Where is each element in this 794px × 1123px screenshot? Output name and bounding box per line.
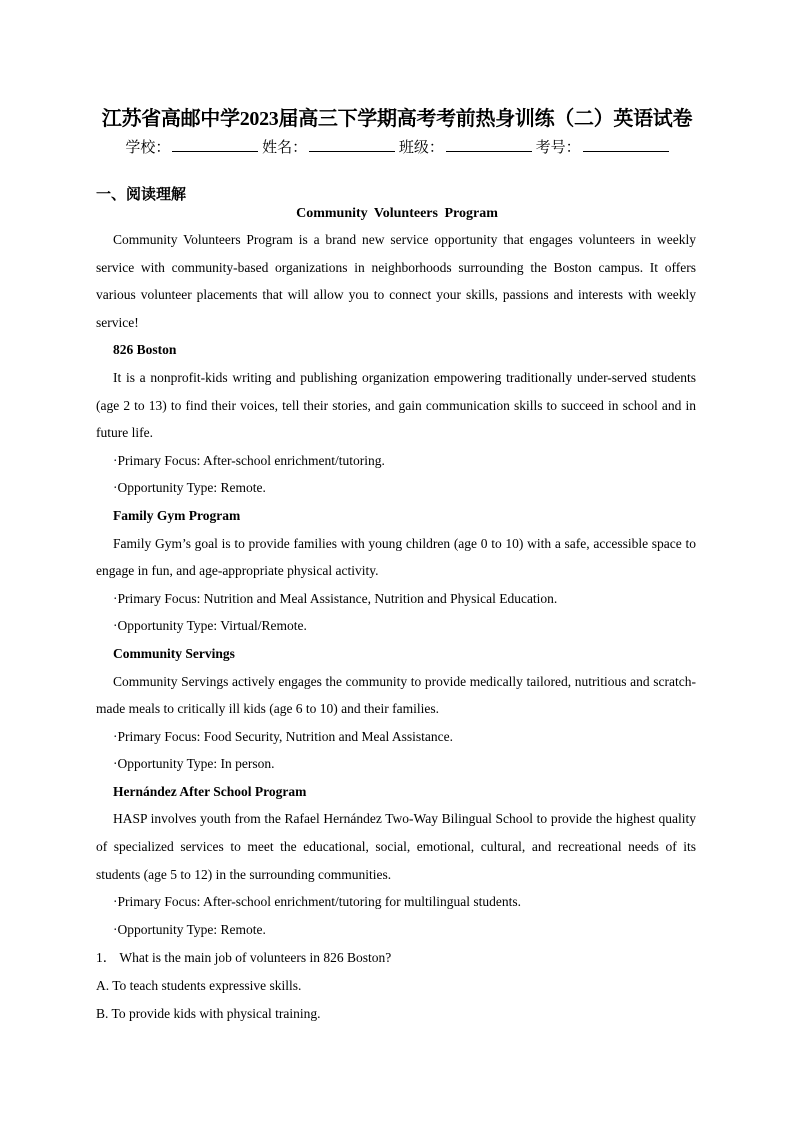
program-name: Family Gym Program xyxy=(113,507,241,523)
intro-paragraph: Community Volunteers Program is a brand new service opportunity that engages volunteers in weekly service with community-based organizations in neighborhoods surrounding the Boston campus. It offers various volunteer placements that will allow you to connect your skills, passions and interests with weekly service! xyxy=(96,232,696,330)
exam-title: 江苏省高邮中学2023届高三下学期高考考前热身训练（二）英语试卷 xyxy=(101,108,693,130)
class-blank[interactable] xyxy=(446,137,532,152)
number-blank[interactable] xyxy=(583,137,669,152)
student-info-line xyxy=(0,136,794,157)
question-stem: 1． What is the main job of volunteers in 826 Boston? xyxy=(96,950,392,966)
class-label: 班级： xyxy=(398,140,444,156)
program-description: It is a nonprofit-kids writing and publishing organization empowering traditionally under-served students (age 2 to 13) to find their voices, tell their stories, and gain communication skills to succeed in school and in future life. xyxy=(96,369,696,441)
program-type: ·Opportunity Type: Virtual/Remote. xyxy=(113,618,307,634)
passage-body xyxy=(96,226,696,1027)
program-description: Family Gym’s goal is to provide families with young children (age 0 to 10) with a safe, accessible space to engage in fun, and age-appropriate physical activity. xyxy=(96,535,696,579)
program-focus: ·Primary Focus: Nutrition and Meal Assistance, Nutrition and Physical Education. xyxy=(113,590,558,606)
answer-option-b[interactable]: B. To provide kids with physical training. xyxy=(96,1005,321,1021)
program-description: Community Servings actively engages the community to provide medically tailored, nutritious and scratch-made meals to critically ill kids (age 6 to 10) and their families. xyxy=(96,673,696,717)
program-type: ·Opportunity Type: Remote. xyxy=(113,921,266,937)
section-heading: 一、阅读理解 xyxy=(96,187,187,203)
school-label: 学校： xyxy=(125,140,171,156)
program-name: Community Servings xyxy=(113,645,235,661)
program-name: Hernández After School Program xyxy=(113,783,307,799)
number-label: 考号： xyxy=(535,140,581,156)
name-label: 姓名： xyxy=(262,140,308,156)
program-description: HASP involves youth from the Rafael Hernández Two-Way Bilingual School to provide the highest quality of specialized services to meet the educational, social, emotional, cultural, and recreational needs of its students (age 5 to 12) in the surrounding communities. xyxy=(96,811,696,882)
school-blank[interactable] xyxy=(172,137,258,152)
program-focus: ·Primary Focus: Food Security, Nutrition and Meal Assistance. xyxy=(113,728,453,744)
program-type: ·Opportunity Type: Remote. xyxy=(113,480,266,496)
program-focus: ·Primary Focus: After-school enrichment/tutoring. xyxy=(113,452,385,468)
name-blank[interactable] xyxy=(309,137,395,152)
passage-title: Community Volunteers Program xyxy=(296,206,498,221)
program-name: 826 Boston xyxy=(113,342,177,358)
program-type: ·Opportunity Type: In person. xyxy=(113,756,275,772)
answer-option-a[interactable]: A. To teach students expressive skills. xyxy=(96,978,302,994)
program-focus: ·Primary Focus: After-school enrichment/tutoring for multilingual students. xyxy=(113,894,522,910)
